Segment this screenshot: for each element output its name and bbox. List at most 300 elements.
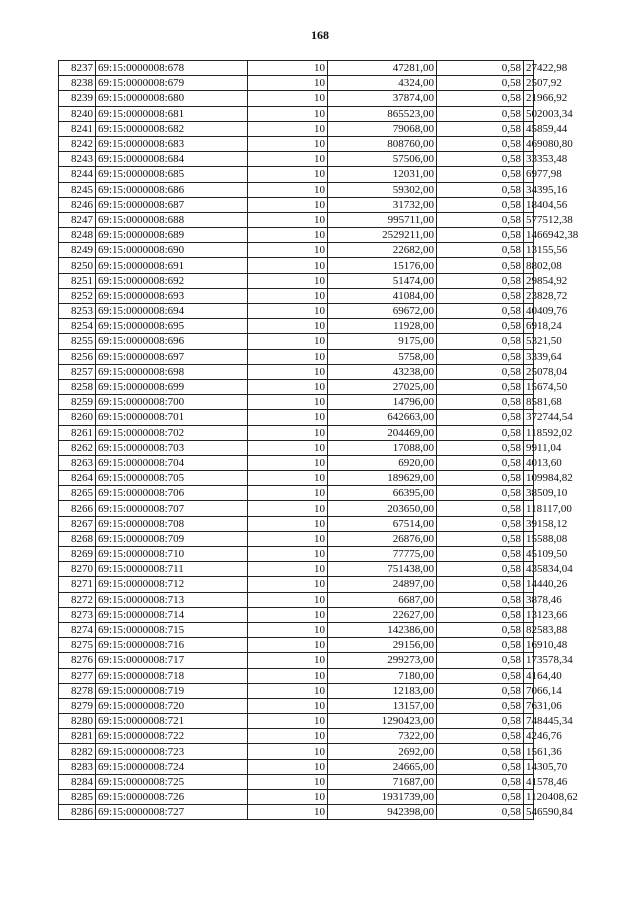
cadastral-value-cell: 57506,00 [328, 152, 437, 167]
cadastral-value-cell: 67514,00 [328, 516, 437, 531]
amount-cell: 748445,34 [524, 714, 534, 729]
amount-cell: 173578,34 [524, 653, 534, 668]
amount-cell: 14305,70 [524, 759, 534, 774]
rate-cell: 10 [248, 273, 328, 288]
rate-cell: 10 [248, 729, 328, 744]
amount-cell: 15588,08 [524, 531, 534, 546]
cadastral-value-cell: 865523,00 [328, 106, 437, 121]
rate-cell: 10 [248, 547, 328, 562]
amount-cell: 118117,00 [524, 501, 534, 516]
table-row [59, 410, 534, 425]
table-row [59, 334, 534, 349]
table-row [59, 653, 534, 668]
table-row [59, 379, 534, 394]
cadastral-number-cell: 69:15:0000008:687 [96, 197, 248, 212]
rate-cell: 10 [248, 698, 328, 713]
cadastral-number-cell: 69:15:0000008:706 [96, 486, 248, 501]
row-number-cell: 8241 [59, 121, 96, 136]
cadastral-value-cell: 14796,00 [328, 395, 437, 410]
row-number-cell: 8237 [59, 61, 96, 76]
coefficient-cell: 0,58 [437, 121, 524, 136]
row-number-cell: 8249 [59, 243, 96, 258]
coefficient-cell: 0,58 [437, 607, 524, 622]
rate-cell: 10 [248, 486, 328, 501]
cadastral-number-cell: 69:15:0000008:714 [96, 607, 248, 622]
page-number: 168 [311, 28, 329, 42]
coefficient-cell: 0,58 [437, 334, 524, 349]
amount-cell: 14440,26 [524, 577, 534, 592]
rate-cell: 10 [248, 744, 328, 759]
coefficient-cell: 0,58 [437, 486, 524, 501]
table-row [59, 61, 534, 76]
rate-cell: 10 [248, 106, 328, 121]
row-number-cell: 8276 [59, 653, 96, 668]
row-number-cell: 8285 [59, 790, 96, 805]
row-number-cell: 8262 [59, 440, 96, 455]
rate-cell: 10 [248, 349, 328, 364]
cadastral-number-cell: 69:15:0000008:726 [96, 790, 248, 805]
cadastral-number-cell: 69:15:0000008:707 [96, 501, 248, 516]
cadastral-number-cell: 69:15:0000008:712 [96, 577, 248, 592]
coefficient-cell: 0,58 [437, 319, 524, 334]
cadastral-number-cell: 69:15:0000008:716 [96, 638, 248, 653]
rate-cell: 10 [248, 455, 328, 470]
row-number-cell: 8286 [59, 805, 96, 820]
table-row [59, 486, 534, 501]
cadastral-value-cell: 9175,00 [328, 334, 437, 349]
cadastral-number-cell: 69:15:0000008:705 [96, 471, 248, 486]
amount-cell: 502003,34 [524, 106, 534, 121]
rate-cell: 10 [248, 334, 328, 349]
table-row [59, 759, 534, 774]
cadastral-value-cell: 43238,00 [328, 364, 437, 379]
cadastral-number-cell: 69:15:0000008:724 [96, 759, 248, 774]
table-row [59, 136, 534, 151]
coefficient-cell: 0,58 [437, 395, 524, 410]
coefficient-cell: 0,58 [437, 471, 524, 486]
coefficient-cell: 0,58 [437, 106, 524, 121]
row-number-cell: 8246 [59, 197, 96, 212]
coefficient-cell: 0,58 [437, 501, 524, 516]
coefficient-cell: 0,58 [437, 197, 524, 212]
amount-cell: 118592,02 [524, 425, 534, 440]
table-row [59, 455, 534, 470]
cadastral-value-cell: 22682,00 [328, 243, 437, 258]
table-row [59, 638, 534, 653]
table-row [59, 212, 534, 227]
table-row [59, 547, 534, 562]
cadastral-value-cell: 17088,00 [328, 440, 437, 455]
cadastral-value-cell: 13157,00 [328, 698, 437, 713]
amount-cell: 18404,56 [524, 197, 534, 212]
coefficient-cell: 0,58 [437, 805, 524, 820]
table-row [59, 258, 534, 273]
cadastral-number-cell: 69:15:0000008:717 [96, 653, 248, 668]
amount-cell: 25078,04 [524, 364, 534, 379]
cadastral-value-cell: 12183,00 [328, 683, 437, 698]
row-number-cell: 8255 [59, 334, 96, 349]
amount-cell: 5321,50 [524, 334, 534, 349]
rate-cell: 10 [248, 592, 328, 607]
rate-cell: 10 [248, 364, 328, 379]
cadastral-number-cell: 69:15:0000008:722 [96, 729, 248, 744]
amount-cell: 6977,98 [524, 167, 534, 182]
row-number-cell: 8281 [59, 729, 96, 744]
row-number-cell: 8251 [59, 273, 96, 288]
coefficient-cell: 0,58 [437, 243, 524, 258]
cadastral-number-cell: 69:15:0000008:703 [96, 440, 248, 455]
coefficient-cell: 0,58 [437, 622, 524, 637]
table-row [59, 698, 534, 713]
table-row [59, 273, 534, 288]
cadastral-value-cell: 11928,00 [328, 319, 437, 334]
coefficient-cell: 0,58 [437, 577, 524, 592]
coefficient-cell: 0,58 [437, 774, 524, 789]
coefficient-cell: 0,58 [437, 76, 524, 91]
table-row [59, 228, 534, 243]
cadastral-value-cell: 41084,00 [328, 288, 437, 303]
amount-cell: 372744,54 [524, 410, 534, 425]
coefficient-cell: 0,58 [437, 440, 524, 455]
amount-cell: 33353,48 [524, 152, 534, 167]
table-row [59, 774, 534, 789]
rate-cell: 10 [248, 410, 328, 425]
row-number-cell: 8271 [59, 577, 96, 592]
amount-cell: 82583,88 [524, 622, 534, 637]
coefficient-cell: 0,58 [437, 683, 524, 698]
amount-cell: 2507,92 [524, 76, 534, 91]
table-row [59, 805, 534, 820]
table-row [59, 425, 534, 440]
table-row [59, 106, 534, 121]
table-row [59, 182, 534, 197]
rate-cell: 10 [248, 258, 328, 273]
coefficient-cell: 0,58 [437, 547, 524, 562]
coefficient-cell: 0,58 [437, 531, 524, 546]
cadastral-value-cell: 2529211,00 [328, 228, 437, 243]
cadastral-number-cell: 69:15:0000008:692 [96, 273, 248, 288]
table-row [59, 440, 534, 455]
rate-cell: 10 [248, 212, 328, 227]
rate-cell: 10 [248, 516, 328, 531]
table-row [59, 668, 534, 683]
amount-cell: 8802,08 [524, 258, 534, 273]
amount-cell: 6918,24 [524, 319, 534, 334]
table-row [59, 744, 534, 759]
rate-cell: 10 [248, 395, 328, 410]
cadastral-number-cell: 69:15:0000008:688 [96, 212, 248, 227]
table-row [59, 349, 534, 364]
table-row [59, 243, 534, 258]
cadastral-value-cell: 6687,00 [328, 592, 437, 607]
cadastral-number-cell: 69:15:0000008:710 [96, 547, 248, 562]
amount-cell: 3878,46 [524, 592, 534, 607]
cadastral-number-cell: 69:15:0000008:718 [96, 668, 248, 683]
row-number-cell: 8248 [59, 228, 96, 243]
cadastral-value-cell: 77775,00 [328, 547, 437, 562]
cadastral-number-cell: 69:15:0000008:715 [96, 622, 248, 637]
cadastral-value-cell: 24897,00 [328, 577, 437, 592]
rate-cell: 10 [248, 653, 328, 668]
cadastral-value-cell: 29156,00 [328, 638, 437, 653]
table-row [59, 516, 534, 531]
coefficient-cell: 0,58 [437, 592, 524, 607]
cadastral-number-cell: 69:15:0000008:686 [96, 182, 248, 197]
table-row [59, 501, 534, 516]
cadastral-number-cell: 69:15:0000008:698 [96, 364, 248, 379]
rate-cell: 10 [248, 121, 328, 136]
cadastral-number-cell: 69:15:0000008:690 [96, 243, 248, 258]
cadastral-value-cell: 71687,00 [328, 774, 437, 789]
row-number-cell: 8245 [59, 182, 96, 197]
row-number-cell: 8268 [59, 531, 96, 546]
rate-cell: 10 [248, 91, 328, 106]
table-row [59, 683, 534, 698]
rate-cell: 10 [248, 471, 328, 486]
row-number-cell: 8273 [59, 607, 96, 622]
amount-cell: 4164,40 [524, 668, 534, 683]
coefficient-cell: 0,58 [437, 790, 524, 805]
rate-cell: 10 [248, 790, 328, 805]
row-number-cell: 8242 [59, 136, 96, 151]
cadastral-value-cell: 299273,00 [328, 653, 437, 668]
table-row [59, 395, 534, 410]
row-number-cell: 8277 [59, 668, 96, 683]
coefficient-cell: 0,58 [437, 349, 524, 364]
row-number-cell: 8284 [59, 774, 96, 789]
cadastral-number-cell: 69:15:0000008:681 [96, 106, 248, 121]
rate-cell: 10 [248, 136, 328, 151]
row-number-cell: 8264 [59, 471, 96, 486]
amount-cell: 13155,56 [524, 243, 534, 258]
amount-cell: 39158,12 [524, 516, 534, 531]
amount-cell: 7631,06 [524, 698, 534, 713]
row-number-cell: 8257 [59, 364, 96, 379]
cadastral-value-cell: 203650,00 [328, 501, 437, 516]
table-row [59, 471, 534, 486]
cadastral-value-cell: 22627,00 [328, 607, 437, 622]
amount-cell: 1561,36 [524, 744, 534, 759]
rate-cell: 10 [248, 622, 328, 637]
table-row [59, 319, 534, 334]
row-number-cell: 8244 [59, 167, 96, 182]
table-row [59, 607, 534, 622]
rate-cell: 10 [248, 76, 328, 91]
row-number-cell: 8266 [59, 501, 96, 516]
table-row [59, 729, 534, 744]
coefficient-cell: 0,58 [437, 638, 524, 653]
row-number-cell: 8278 [59, 683, 96, 698]
amount-cell: 16910,48 [524, 638, 534, 653]
cadastral-number-cell: 69:15:0000008:679 [96, 76, 248, 91]
row-number-cell: 8260 [59, 410, 96, 425]
cadastral-number-cell: 69:15:0000008:684 [96, 152, 248, 167]
coefficient-cell: 0,58 [437, 273, 524, 288]
amount-cell: 34395,16 [524, 182, 534, 197]
cadastral-value-cell: 808760,00 [328, 136, 437, 151]
coefficient-cell: 0,58 [437, 61, 524, 76]
table-row [59, 167, 534, 182]
table-row [59, 197, 534, 212]
cadastral-value-cell: 37874,00 [328, 91, 437, 106]
row-number-cell: 8254 [59, 319, 96, 334]
coefficient-cell: 0,58 [437, 167, 524, 182]
rate-cell: 10 [248, 562, 328, 577]
amount-cell: 21966,92 [524, 91, 534, 106]
row-number-cell: 8275 [59, 638, 96, 653]
cadastral-number-cell: 69:15:0000008:709 [96, 531, 248, 546]
amount-cell: 23828,72 [524, 288, 534, 303]
cadastral-number-cell: 69:15:0000008:691 [96, 258, 248, 273]
cadastral-value-cell: 24665,00 [328, 759, 437, 774]
rate-cell: 10 [248, 759, 328, 774]
row-number-cell: 8258 [59, 379, 96, 394]
cadastral-number-cell: 69:15:0000008:708 [96, 516, 248, 531]
row-number-cell: 8259 [59, 395, 96, 410]
rate-cell: 10 [248, 152, 328, 167]
rate-cell: 10 [248, 714, 328, 729]
cadastral-number-cell: 69:15:0000008:704 [96, 455, 248, 470]
cadastral-number-cell: 69:15:0000008:697 [96, 349, 248, 364]
coefficient-cell: 0,58 [437, 288, 524, 303]
cadastral-number-cell: 69:15:0000008:685 [96, 167, 248, 182]
coefficient-cell: 0,58 [437, 91, 524, 106]
rate-cell: 10 [248, 607, 328, 622]
cadastral-number-cell: 69:15:0000008:696 [96, 334, 248, 349]
amount-cell: 15674,50 [524, 379, 534, 394]
coefficient-cell: 0,58 [437, 304, 524, 319]
rate-cell: 10 [248, 182, 328, 197]
row-number-cell: 8274 [59, 622, 96, 637]
cadastral-value-cell: 942398,00 [328, 805, 437, 820]
amount-cell: 9911,04 [524, 440, 534, 455]
amount-cell: 8581,68 [524, 395, 534, 410]
cadastral-number-cell: 69:15:0000008:700 [96, 395, 248, 410]
amount-cell: 29854,92 [524, 273, 534, 288]
cadastral-number-cell: 69:15:0000008:727 [96, 805, 248, 820]
cadastral-value-cell: 27025,00 [328, 379, 437, 394]
row-number-cell: 8280 [59, 714, 96, 729]
cadastral-number-cell: 69:15:0000008:682 [96, 121, 248, 136]
cadastral-number-cell: 69:15:0000008:699 [96, 379, 248, 394]
rate-cell: 10 [248, 577, 328, 592]
table-row [59, 714, 534, 729]
row-number-cell: 8283 [59, 759, 96, 774]
cadastral-value-cell: 15176,00 [328, 258, 437, 273]
row-number-cell: 8256 [59, 349, 96, 364]
cadastral-value-cell: 7322,00 [328, 729, 437, 744]
rate-cell: 10 [248, 61, 328, 76]
table-row [59, 622, 534, 637]
amount-cell: 435834,04 [524, 562, 534, 577]
table-row [59, 562, 534, 577]
cadastral-number-cell: 69:15:0000008:720 [96, 698, 248, 713]
cadastral-number-cell: 69:15:0000008:723 [96, 744, 248, 759]
cadastral-value-cell: 6920,00 [328, 455, 437, 470]
cadastral-value-cell: 69672,00 [328, 304, 437, 319]
cadastral-number-cell: 69:15:0000008:719 [96, 683, 248, 698]
amount-cell: 469080,80 [524, 136, 534, 151]
amount-cell: 45859,44 [524, 121, 534, 136]
coefficient-cell: 0,58 [437, 698, 524, 713]
coefficient-cell: 0,58 [437, 714, 524, 729]
amount-cell: 45109,50 [524, 547, 534, 562]
rate-cell: 10 [248, 774, 328, 789]
cadastral-number-cell: 69:15:0000008:694 [96, 304, 248, 319]
amount-cell: 38509,10 [524, 486, 534, 501]
amount-cell: 546590,84 [524, 805, 534, 820]
coefficient-cell: 0,58 [437, 759, 524, 774]
table-row [59, 152, 534, 167]
cadastral-value-cell: 12031,00 [328, 167, 437, 182]
rate-cell: 10 [248, 167, 328, 182]
cadastral-value-cell: 7180,00 [328, 668, 437, 683]
rate-cell: 10 [248, 501, 328, 516]
rate-cell: 10 [248, 668, 328, 683]
row-number-cell: 8265 [59, 486, 96, 501]
row-number-cell: 8247 [59, 212, 96, 227]
cadastral-value-cell: 5758,00 [328, 349, 437, 364]
cadastral-value-cell: 751438,00 [328, 562, 437, 577]
coefficient-cell: 0,58 [437, 729, 524, 744]
row-number-cell: 8243 [59, 152, 96, 167]
rate-cell: 10 [248, 379, 328, 394]
cadastral-number-cell: 69:15:0000008:725 [96, 774, 248, 789]
cadastral-value-cell: 1931739,00 [328, 790, 437, 805]
cadastral-number-cell: 69:15:0000008:702 [96, 425, 248, 440]
row-number-cell: 8250 [59, 258, 96, 273]
amount-cell: 4013,60 [524, 455, 534, 470]
rate-cell: 10 [248, 531, 328, 546]
table-row [59, 577, 534, 592]
rate-cell: 10 [248, 228, 328, 243]
row-number-cell: 8261 [59, 425, 96, 440]
table-row [59, 121, 534, 136]
cadastral-value-cell: 59302,00 [328, 182, 437, 197]
cadastral-number-cell: 69:15:0000008:693 [96, 288, 248, 303]
table-body [59, 61, 579, 820]
row-number-cell: 8279 [59, 698, 96, 713]
row-number-cell: 8282 [59, 744, 96, 759]
row-number-cell: 8252 [59, 288, 96, 303]
cadastral-value-cell: 2692,00 [328, 744, 437, 759]
table-row [59, 288, 534, 303]
row-number-cell: 8263 [59, 455, 96, 470]
cadastral-value-cell: 31732,00 [328, 197, 437, 212]
table-row [59, 531, 534, 546]
rate-cell: 10 [248, 197, 328, 212]
rate-cell: 10 [248, 319, 328, 334]
row-number-cell: 8269 [59, 547, 96, 562]
table-row [59, 91, 534, 106]
cadastral-number-cell: 69:15:0000008:683 [96, 136, 248, 151]
coefficient-cell: 0,58 [437, 379, 524, 394]
cadastral-value-cell: 995711,00 [328, 212, 437, 227]
table-row [59, 76, 534, 91]
row-number-cell: 8270 [59, 562, 96, 577]
amount-cell: 1120408,62 [524, 790, 534, 805]
amount-cell: 1466942,38 [524, 228, 534, 243]
rate-cell: 10 [248, 288, 328, 303]
amount-cell: 3339,64 [524, 349, 534, 364]
coefficient-cell: 0,58 [437, 516, 524, 531]
amount-cell: 4246,76 [524, 729, 534, 744]
coefficient-cell: 0,58 [437, 455, 524, 470]
cadastral-number-cell: 69:15:0000008:680 [96, 91, 248, 106]
amount-cell: 577512,38 [524, 212, 534, 227]
cadastral-value-cell: 142386,00 [328, 622, 437, 637]
cadastral-number-cell: 69:15:0000008:689 [96, 228, 248, 243]
